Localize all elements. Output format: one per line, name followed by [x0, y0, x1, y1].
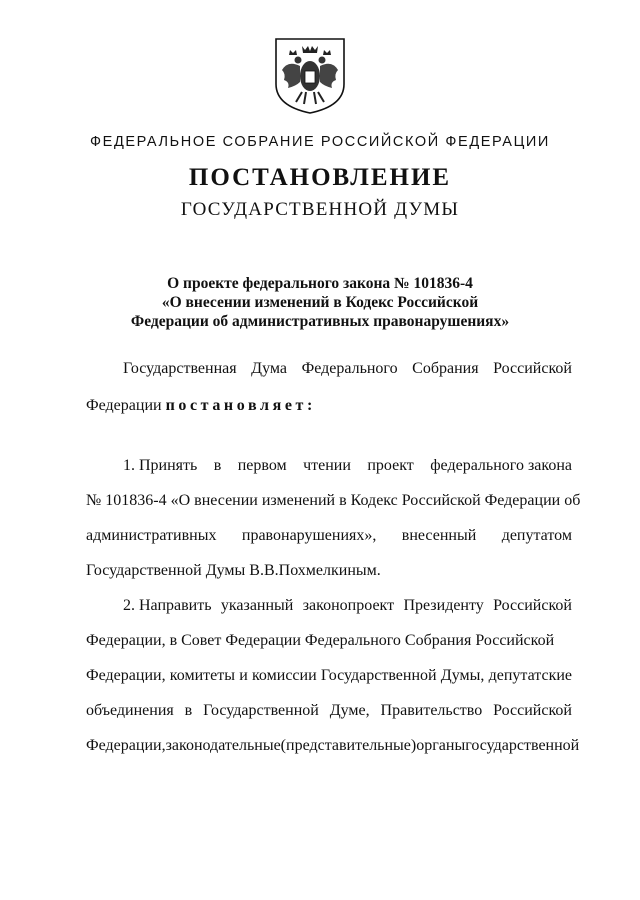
word: (представительные)	[280, 737, 417, 754]
word: законопроект	[302, 597, 395, 614]
item2-line	[86, 667, 572, 685]
preamble-text: Федерации	[86, 397, 162, 414]
item1-line	[86, 457, 572, 475]
word: в	[184, 702, 193, 719]
word: депутатом	[501, 527, 572, 544]
word: в	[213, 457, 222, 474]
word: чтении	[303, 457, 351, 474]
subject-line: О проекте федерального закона № 101836-4	[167, 275, 473, 292]
word: 1. Принять	[123, 457, 198, 474]
word: и	[239, 667, 248, 684]
word: Федерации,	[86, 667, 166, 684]
word: Правительство	[380, 702, 483, 719]
item1-line: Государственной Думы В.В.Похмелкиным.	[86, 562, 381, 579]
word: правонарушениях»,	[241, 527, 377, 544]
coat-of-arms-emblem	[272, 36, 348, 116]
item2-line	[86, 702, 572, 720]
word: органы	[416, 737, 466, 754]
word: первом	[237, 457, 287, 474]
word: Государственной	[320, 667, 437, 684]
word: Государственной	[203, 702, 319, 719]
word: депутатские	[488, 667, 572, 684]
word: федерального закона	[430, 457, 572, 474]
word: объединения	[86, 702, 174, 719]
word: внесенный	[401, 527, 477, 544]
preamble-line	[86, 360, 572, 378]
word: Российской	[493, 702, 572, 719]
word: Собрания	[412, 360, 479, 377]
parliament-name: ФЕДЕРАЛЬНОЕ СОБРАНИЕ РОССИЙСКОЙ ФЕДЕРАЦИИ	[90, 134, 550, 150]
item1-line: № 101836-4 «О внесении изменений в Кодекс Российской Федерации об	[86, 492, 581, 509]
word: Российской	[493, 360, 572, 377]
word: законодательные	[165, 737, 281, 754]
document-subject	[0, 274, 640, 331]
item1-line	[86, 527, 572, 545]
decision-word: постановляет:	[165, 397, 316, 414]
word: административных	[86, 527, 217, 544]
word: Думы,	[440, 667, 485, 684]
word: Думе,	[329, 702, 370, 719]
item2-line	[86, 597, 572, 615]
preamble-line	[86, 397, 572, 415]
word: проект	[367, 457, 414, 474]
word: Президенту	[403, 597, 484, 614]
word: комитеты	[169, 667, 235, 684]
word: Дума	[251, 360, 287, 377]
item2-line: Федерации, в Совет Федерации Федерального Собрания Российской	[86, 632, 555, 649]
subject-line: Федерации об административных правонарушениях»	[130, 313, 510, 330]
subject-line: «О внесении изменений в Кодекс Российской	[161, 294, 479, 311]
word: Государственная	[123, 360, 237, 377]
word: государственной	[465, 737, 580, 754]
word: Российской	[493, 597, 572, 614]
document-type-title: ПОСТАНОВЛЕНИЕ	[188, 164, 452, 191]
word: указанный	[220, 597, 294, 614]
word: 2. Направить	[123, 597, 212, 614]
issuing-body: ГОСУДАРСТВЕННОЙ ДУМЫ	[180, 199, 460, 220]
word: Федерации,	[86, 737, 166, 754]
word: Федерального	[301, 360, 398, 377]
word: комиссии	[251, 667, 317, 684]
item2-line	[86, 737, 580, 755]
